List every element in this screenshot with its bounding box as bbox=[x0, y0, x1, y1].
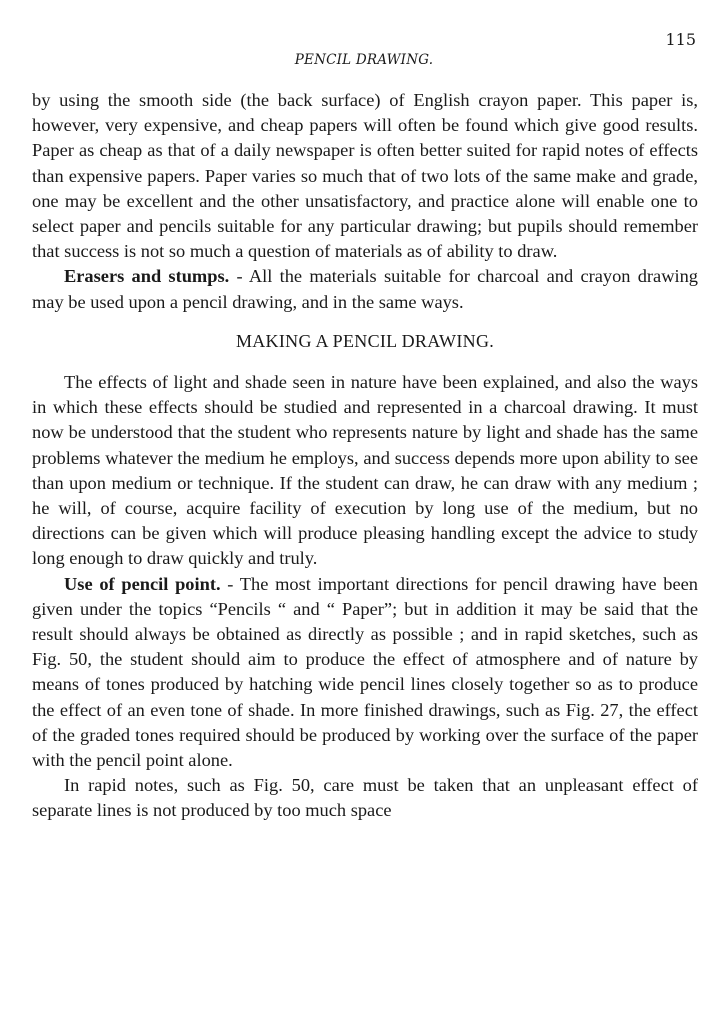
paragraph: In rapid notes, such as Fig. 50, care must be taken that an unpleasant effect of separate lines is not produced by too much space bbox=[32, 775, 698, 821]
run-in-heading: Erasers and stumps. bbox=[64, 266, 230, 287]
paragraph-text: - All the materials suitable for charcoal and crayon drawing may be used upon a pencil drawing, and in the same ways. bbox=[32, 266, 698, 312]
paragraph: by using the smooth side (the back surface) of English crayon paper. This paper is, however, very expensive, and cheap papers will often be found which give good results. Paper as cheap as that of a daily newspaper is often better suited for rapid notes of effects than expensive papers. Paper varies so much that of two lots of the same make and grade, one may be excellent and the other unsatisfactory, and practice alone will enable one to select paper and pencils suitable for any particular drawing; but pupils should remember that success is not so much a question of materials as of ability to draw. bbox=[32, 90, 698, 262]
paragraph-erasers bbox=[32, 264, 698, 314]
running-head: PENCIL DRAWING. bbox=[294, 52, 434, 68]
section-heading: MAKING A PENCIL DRAWING. bbox=[235, 330, 495, 351]
paragraph-text: - The most important directions for pencil drawing have been given under the topics “Pencils “ and “ Paper”; but in addition it may be said that the result should always be obtained as directly as possible ; and in rapid sketches, such as Fig. 50, the student should aim to produce the effect of atmosphere and of nature by means of tones produced by hatching wide pencil lines closely together so as to produce the effect of an even tone of shade. In more finished drawings, such as Fig. 27, the effect of the graded tones required should be produced by working over the surface of the paper with the pencil point alone. bbox=[32, 573, 698, 771]
paragraph-pencil-point bbox=[32, 572, 698, 774]
run-in-heading: Use of pencil point. bbox=[64, 573, 221, 594]
page-number: 115 bbox=[665, 30, 696, 49]
paragraph: The effects of light and shade seen in nature have been explained, and also the ways in which these effects should be studied and represented in a charcoal drawing. It must now be understood that the student who represents nature by light and shade has the same problems whatever the medium he employs, and success depends more upon ability to see than upon medium or technique. If the student can draw, he can draw with any medium ; he will, of course, acquire facility of execution by long use of the medium, but no directions can be given which will produce pleasing handling except the advice to study long enough to draw quickly and truly. bbox=[32, 372, 698, 569]
body-text bbox=[32, 88, 698, 824]
